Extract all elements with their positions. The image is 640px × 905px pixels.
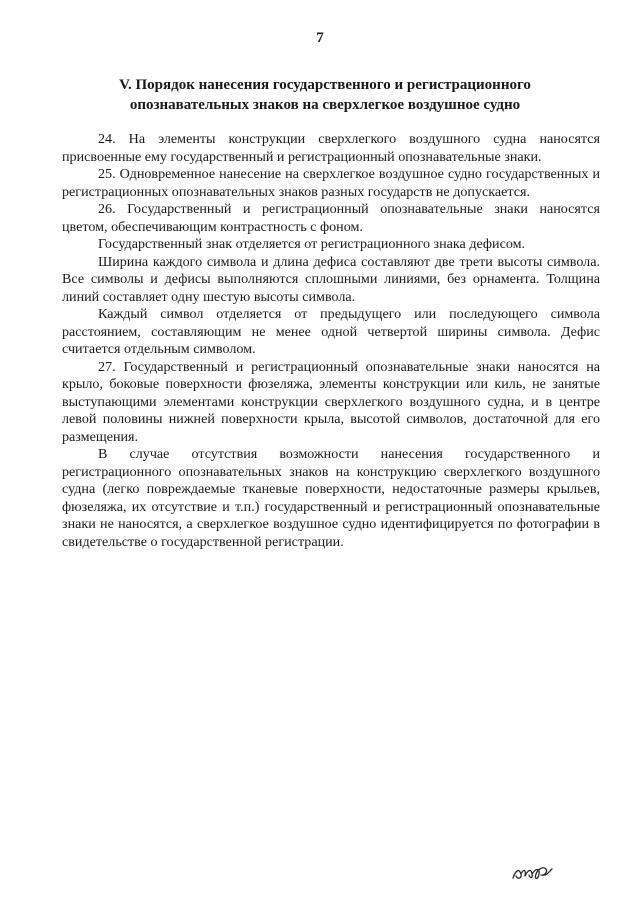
paragraph-26: 26. Государственный и регистрационный опознавательные знаки наносятся цветом, обеспечивающим контрастность с фоном. (62, 201, 600, 235)
paragraph-symbol-width: Ширина каждого символа и длина дефиса составляют две трети высоты символа. Все символы и дефисы выполняются сплошными линиями, без орнамента. Толщина линий составляет одну шестую высоты символа. (62, 253, 600, 305)
paragraph-24: 24. На элементы конструкции сверхлегкого воздушного судна наносятся присвоенные ему государственный и регистрационный опознавательные знаки. (62, 131, 600, 165)
section-title-line-2: опознавательных знаков на сверхлегкое воздушное судно (129, 97, 521, 113)
section-title-line-1: V. Порядок нанесения государственного и регистрационного (119, 77, 531, 93)
paragraph-hyphen-separation: Государственный знак отделяется от регистрационного знака дефисом. (98, 236, 526, 252)
page-number: 7 (316, 30, 324, 46)
section-title (90, 75, 560, 115)
paragraph-photo-identification: В случае отсутствия возможности нанесения государственного и регистрационного опознавательных знаков на конструкцию сверхлегкого воздушного судна (легко повреждаемые тканевые поверхности, недостаточные размеры крыльев, фюзеляжа, их отсутствие и т.п.) государственный и регистрационный опознавательные знаки не наносятся, а сверхлегкое воздушное судно идентифицируется по фотографии в свидетельстве о государственной регистрации. (62, 446, 600, 550)
paragraph-27: 27. Государственный и регистрационный опознавательные знаки наносятся на крыло, боковые поверхности фюзеляжа, элементы конструкции или киль, не занятые выступающими элементами конструкции сверхлегкого воздушного судна, и в центре левой половины нижней поверхности крыла, высотой символов, достаточной для его размещения. (62, 358, 600, 445)
handwritten-initials (510, 860, 556, 884)
body-text (62, 131, 600, 551)
paragraph-symbol-spacing: Каждый символ отделяется от предыдущего или последующего символа расстоянием, составляющим не менее одной четвертой ширины символа. Дефис считается отдельным символом. (62, 306, 600, 357)
paragraph-25: 25. Одновременное нанесение на сверхлегкое воздушное судно государственных и регистрационных опознавательных знаков разных государств не допускается. (62, 166, 600, 200)
